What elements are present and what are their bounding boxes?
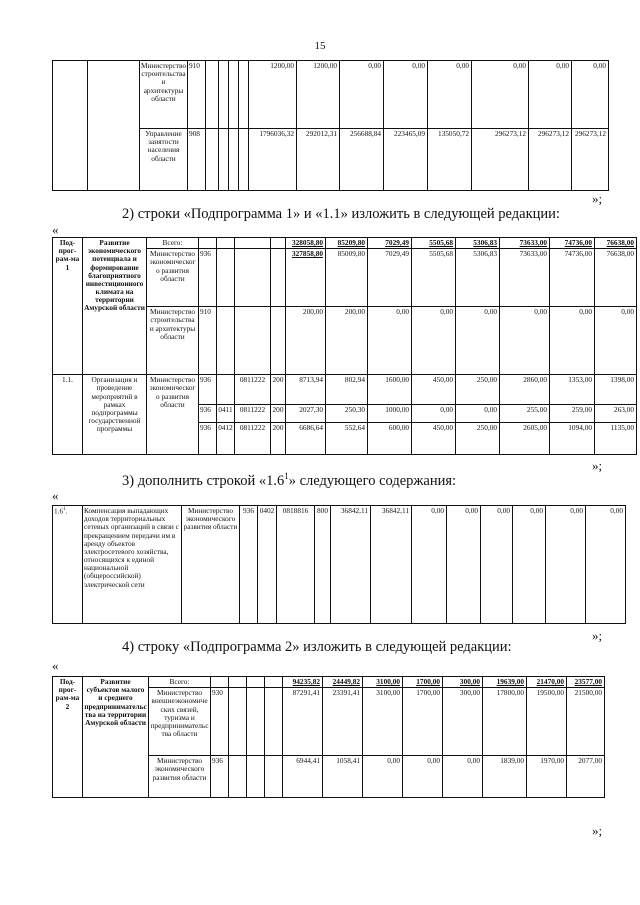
value-cell: 0,00	[428, 61, 472, 129]
vr-cell: 200	[271, 405, 286, 423]
executor-cell: Министерство экономического развития области	[147, 375, 199, 455]
value-cell: 0,00	[572, 61, 609, 129]
code-cell: 910	[199, 307, 217, 375]
value-cell: 1058,41	[323, 756, 363, 798]
value-cell: 0,00	[586, 506, 626, 624]
value-cell: 0,00	[403, 756, 443, 798]
csr-cell: 0818816	[277, 506, 315, 624]
vr-cell: 200	[271, 375, 286, 405]
value-cell: 8713,94	[286, 375, 326, 405]
value-cell: 7029,49	[368, 238, 412, 249]
value-cell: 85209,80	[326, 238, 368, 249]
code-cell: 908	[188, 129, 206, 191]
value-cell: 6686,64	[286, 423, 326, 455]
amendment-heading-3: 3) дополнить строкой «$1.6^1$» следующего содержания:	[122, 471, 457, 489]
value-cell: 250,00	[456, 423, 500, 455]
opening-quote: «	[52, 658, 59, 673]
item-label: $1.6^1$.	[53, 506, 83, 624]
closing-quote: »;	[592, 823, 603, 838]
value-cell: 0,00	[546, 506, 586, 624]
value-cell: 5505,68	[412, 238, 456, 249]
value-cell: 76638,00	[595, 238, 637, 249]
value-cell: 5306,83	[456, 238, 500, 249]
code-cell: 936	[240, 506, 258, 624]
value-cell: 255,00	[500, 405, 550, 423]
closing-quote: »;	[592, 458, 603, 473]
value-cell: 0,00	[384, 61, 428, 129]
value-cell: 73633,00	[500, 249, 550, 307]
table-row	[53, 238, 637, 249]
vr-cell: 800	[315, 506, 331, 624]
value-cell: 0,00	[363, 756, 403, 798]
table-row	[53, 677, 605, 688]
section-cell: 0411	[217, 405, 235, 423]
value-cell: 1796036,32	[249, 129, 297, 191]
table-row	[53, 506, 626, 624]
page-number: 15	[314, 40, 326, 52]
value-cell: 296273,12	[529, 129, 572, 191]
executor-cell: Министерство внешнеэкономических связей, туризма и предпринимательства области	[149, 688, 211, 756]
value-cell: 2860,00	[500, 375, 550, 405]
value-cell: 0,00	[529, 61, 572, 129]
total-label: Всего:	[147, 238, 199, 249]
value-cell: 76638,00	[595, 249, 637, 307]
value-cell: 2605,00	[500, 423, 550, 455]
value-cell: 135050,72	[428, 129, 472, 191]
value-cell: 19639,00	[483, 677, 527, 688]
code-cell: 936	[211, 756, 229, 798]
value-cell: 3100,00	[363, 677, 403, 688]
value-cell: 0,00	[500, 307, 550, 375]
executor-cell: Министерство экономического развития области	[182, 506, 240, 624]
value-cell: 2027,30	[286, 405, 326, 423]
section-cell: 0402	[258, 506, 277, 624]
value-cell: 1700,00	[403, 677, 443, 688]
value-cell: 259,00	[550, 405, 595, 423]
value-cell: 1398,00	[595, 375, 637, 405]
value-cell: 600,00	[368, 423, 412, 455]
value-cell: 21500,00	[567, 688, 605, 756]
table-subprogram-2	[52, 676, 605, 798]
value-cell: 87291,41	[283, 688, 323, 756]
value-cell: 94235,82	[283, 677, 323, 688]
value-cell: 1700,00	[403, 688, 443, 756]
value-cell: 17800,00	[483, 688, 527, 756]
value-cell: 802,94	[326, 375, 368, 405]
csr-cell: 0811222	[235, 405, 271, 423]
executor-cell: Министерство строительства и архитектуры области	[140, 61, 188, 129]
value-cell: 1200,00	[297, 61, 340, 129]
value-cell: 36842,11	[331, 506, 371, 624]
value-cell: 200,00	[286, 307, 326, 375]
executor-cell: Министерство экономического развития области	[147, 249, 199, 307]
subprogram-name: Развитие субъектов малого и среднего предпринимательства на территории Амурской области	[83, 677, 149, 798]
table-subprogram-1	[52, 237, 637, 455]
opening-quote: «	[52, 488, 59, 503]
value-cell: 0,00	[412, 307, 456, 375]
value-cell: 0,00	[456, 307, 500, 375]
value-cell: 0,00	[447, 506, 481, 624]
value-cell: 0,00	[481, 506, 513, 624]
code-cell: 910	[188, 61, 206, 129]
value-cell: 450,00	[412, 375, 456, 405]
value-cell: 0,00	[595, 307, 637, 375]
value-cell: 292012,31	[297, 129, 340, 191]
closing-quote: »;	[592, 191, 603, 206]
value-cell: 0,00	[456, 405, 500, 423]
value-cell: 327858,80	[286, 249, 326, 307]
value-cell: 74736,00	[550, 249, 595, 307]
value-cell: 1839,00	[483, 756, 527, 798]
value-cell: 256688,84	[340, 129, 384, 191]
value-cell: 296273,12	[472, 129, 529, 191]
value-cell: 300,00	[443, 688, 483, 756]
value-cell: 200,00	[326, 307, 368, 375]
csr-cell: 0811222	[235, 375, 271, 405]
subprogram-name: Развитие экономического потенциала и формирование благоприятного инвестиционного климата на территории Амурской области	[83, 238, 147, 375]
value-cell: 0,00	[368, 307, 412, 375]
value-cell: 328058,80	[286, 238, 326, 249]
value-cell: 250,00	[456, 375, 500, 405]
value-cell: 23577,00	[567, 677, 605, 688]
value-cell: 0,00	[443, 756, 483, 798]
value-cell: 1600,00	[368, 375, 412, 405]
value-cell: 1200,00	[249, 61, 297, 129]
value-cell: 300,00	[443, 677, 483, 688]
value-cell: 0,00	[412, 405, 456, 423]
value-cell: 85009,80	[326, 249, 368, 307]
value-cell: 0,00	[340, 61, 384, 129]
value-cell: 1094,00	[550, 423, 595, 455]
value-cell: 5306,83	[456, 249, 500, 307]
value-cell: 23391,41	[323, 688, 363, 756]
closing-quote: »;	[592, 628, 603, 643]
value-cell: 552,64	[326, 423, 368, 455]
item-name: Компенсация выпадающих доходов территориальных сетевых организаций в связи с прекращением передачи им в аренду объектов электросетевого хозяйства, относящихся к единой национальной (общероссийской) электрической сети	[83, 506, 182, 624]
code-cell: 930	[211, 688, 229, 756]
value-cell: 0,00	[550, 307, 595, 375]
amendment-heading-2: 2) строки «Подпрограмма 1» и «1.1» изложить в следующей редакции:	[122, 206, 560, 222]
value-cell: 5505,68	[412, 249, 456, 307]
value-cell: 0,00	[472, 61, 529, 129]
table-row	[53, 61, 609, 129]
value-cell: 0,00	[412, 506, 447, 624]
value-cell: 21470,00	[527, 677, 567, 688]
table-row	[53, 375, 637, 405]
value-cell: 0,00	[513, 506, 546, 624]
value-cell: 250,30	[326, 405, 368, 423]
total-label: Всего:	[149, 677, 211, 688]
value-cell: 2077,00	[567, 756, 605, 798]
value-cell: 74736,00	[550, 238, 595, 249]
opening-quote: «	[52, 222, 59, 237]
code-cell: 936	[199, 249, 217, 307]
executor-cell: Управление занятости населения области	[140, 129, 188, 191]
value-cell: 7029,49	[368, 249, 412, 307]
value-cell: 19500,00	[527, 688, 567, 756]
value-cell: 296273,12	[572, 129, 609, 191]
value-cell: 36842,11	[371, 506, 412, 624]
executor-cell: Министерство строительства и архитектуры области	[147, 307, 199, 375]
csr-cell: 0811222	[235, 423, 271, 455]
table-item-1-6-1	[52, 505, 626, 624]
section-cell	[217, 375, 235, 405]
value-cell: 223465,09	[384, 129, 428, 191]
value-cell: 450,00	[412, 423, 456, 455]
value-cell: 73633,00	[500, 238, 550, 249]
code-cell: 936	[199, 423, 217, 455]
value-cell: 6944,41	[283, 756, 323, 798]
subprogram-label: Под-прог-рам-ма 1	[53, 238, 83, 375]
value-cell: 1135,00	[595, 423, 637, 455]
value-cell: 1353,00	[550, 375, 595, 405]
vr-cell: 200	[271, 423, 286, 455]
code-cell: 936	[199, 375, 217, 405]
amendment-heading-4: 4) строку «Подпрограмма 2» изложить в следующей редакции:	[122, 639, 512, 655]
value-cell: 263,00	[595, 405, 637, 423]
executor-cell: Министерство экономического развития области	[149, 756, 211, 798]
code-cell: 936	[199, 405, 217, 423]
section-cell: 0412	[217, 423, 235, 455]
value-cell: 1000,00	[368, 405, 412, 423]
item-label: 1.1.	[53, 375, 83, 455]
value-cell: 1970,00	[527, 756, 567, 798]
table-continuation	[52, 60, 609, 191]
value-cell: 24449,82	[323, 677, 363, 688]
subprogram-label: Под-прог-рам-ма 2	[53, 677, 83, 798]
item-name: Организация и проведение мероприятий в рамках подпрограммы государственной программы	[83, 375, 147, 455]
value-cell: 3100,00	[363, 688, 403, 756]
